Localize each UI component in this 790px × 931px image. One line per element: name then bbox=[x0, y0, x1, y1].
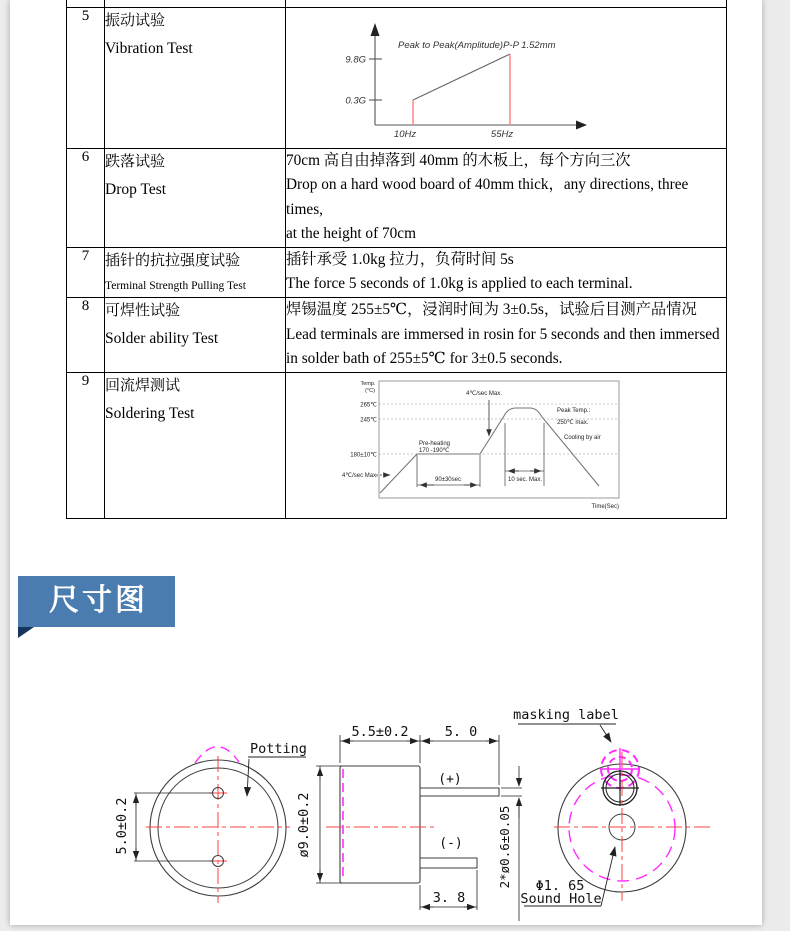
row9-number: 9 bbox=[67, 372, 105, 518]
bottom-view bbox=[114, 741, 307, 903]
row6-desc-en-line1: Drop on a hard wood board of 40mm thick，any directions, three times, bbox=[286, 176, 689, 218]
sound-hole-label-text: Sound Hole bbox=[520, 891, 602, 907]
row8-number: 8 bbox=[67, 298, 105, 373]
reflow-ramp-top-label: 4℃/sec Max. bbox=[466, 390, 502, 397]
reflow-tick-180: 180±10℃ bbox=[350, 452, 377, 459]
reflow-peak-label-2: 250℃ max. bbox=[557, 419, 589, 426]
row9-name-en: Soldering Test bbox=[105, 404, 195, 422]
reflow-tick-245: 245℃ bbox=[360, 417, 377, 424]
ribbon-fold-triangle bbox=[18, 627, 34, 638]
document-page bbox=[10, 0, 762, 925]
reflow-profile-chart bbox=[342, 378, 624, 514]
section-title: 尺寸图 bbox=[49, 584, 148, 617]
row8-name-zh: 可焊性试验 bbox=[105, 303, 181, 320]
row9-name-zh: 回流焊测试 bbox=[105, 377, 181, 394]
table-row-solderability bbox=[67, 298, 727, 373]
potting-arc bbox=[195, 747, 239, 763]
x-tick-low: 10Hz bbox=[393, 128, 417, 140]
reflow-ramp-bottom-label: 4℃/sec Max. bbox=[342, 472, 378, 479]
reflow-preheat-label-1: Pre-heating bbox=[419, 440, 451, 447]
dim-body-length: 5.5±0.2 bbox=[351, 724, 409, 740]
plus-label: (+) bbox=[438, 772, 462, 787]
row8-desc-zh: 焊锡温度 255±5℃，浸润时间为 3±0.5s，试验后目测产品情况 bbox=[286, 301, 697, 319]
sound-hole-dia-text: Φ1. 65 bbox=[535, 878, 585, 894]
vibration-chart-title: Peak to Peak(Amplitude)P-P 1.52mm bbox=[398, 39, 556, 51]
reflow-x-axis-label: Time(Sec) bbox=[591, 503, 619, 510]
x-axis-arrow bbox=[576, 120, 587, 129]
test-spec-table bbox=[66, 0, 727, 519]
row8-name-en: Solder ability Test bbox=[105, 330, 219, 348]
row5-name-en: Vibration Test bbox=[105, 39, 193, 57]
reflow-preheat-label-2: 170 -190℃ bbox=[419, 447, 450, 454]
row6-name-en: Drop Test bbox=[105, 180, 167, 198]
y-tick-low: 0.3G bbox=[345, 95, 366, 106]
section-ribbon-dimensions bbox=[18, 576, 175, 627]
dim-pin-length: 5. 0 bbox=[444, 724, 478, 740]
y-tick-high: 9.8G bbox=[345, 54, 366, 65]
reflow-peak-label-1: Peak Temp.: bbox=[557, 407, 591, 414]
table-row-vibration bbox=[67, 7, 727, 148]
row6-number: 6 bbox=[67, 148, 105, 247]
row7-number: 7 bbox=[67, 247, 105, 297]
reflow-y-title-1: Temp. bbox=[360, 380, 376, 387]
reflow-peak-time: 10 sec. Max. bbox=[507, 476, 543, 483]
positive-pin bbox=[420, 788, 499, 796]
front-view bbox=[513, 707, 710, 907]
row7-name-zh: 插针的抗拉强度试验 bbox=[105, 252, 241, 269]
table-row-terminal-strength bbox=[67, 247, 727, 297]
row5-name-zh: 振动试验 bbox=[105, 12, 166, 29]
table-row-partial bbox=[67, 0, 727, 7]
row7-desc-en: The force 5 seconds of 1.0kg is applied to each terminal. bbox=[286, 275, 633, 293]
x-tick-high: 55Hz bbox=[490, 128, 514, 140]
row8-desc-en-line2: in solder bath of 255±5℃ for 3±0.5 seconds. bbox=[286, 350, 563, 368]
reflow-y-title-2: (°C) bbox=[365, 387, 375, 394]
dim-pin-pitch: 5.0±0.2 bbox=[114, 797, 130, 855]
row5-number: 5 bbox=[67, 7, 105, 148]
reflow-tick-265: 265℃ bbox=[360, 402, 377, 409]
table-row-drop bbox=[67, 148, 727, 247]
frequency-guides bbox=[413, 54, 510, 125]
transducer-circle bbox=[601, 770, 639, 806]
dim-neg-pin-length: 3. 8 bbox=[432, 890, 466, 906]
row6-name-zh: 跌落试验 bbox=[105, 153, 166, 170]
dim-pin-dia: 2*ø0.6±0.05 bbox=[497, 805, 512, 889]
row6-desc-en-line2: at the height of 70cm bbox=[286, 225, 416, 243]
dim-diameter: ø9.0±0.2 bbox=[296, 792, 312, 858]
dimension-drawing bbox=[60, 695, 740, 925]
table-row-soldering bbox=[67, 372, 727, 518]
row7-desc-zh: 插针承受 1.0kg 拉力，负荷时间 5s bbox=[286, 250, 514, 268]
side-view bbox=[296, 724, 522, 921]
reflow-cooling-label: Cooling by air bbox=[564, 434, 601, 441]
row8-desc-en-line1: Lead terminals are immersed in rosin for 5 seconds and then immersed bbox=[286, 325, 720, 343]
potting-label: Potting bbox=[250, 741, 307, 757]
y-axis-arrow bbox=[371, 23, 380, 36]
row7-name-en: Terminal Strength Pulling Test bbox=[105, 279, 246, 292]
masking-label-text: masking label bbox=[513, 707, 619, 723]
row6-desc-zh: 70cm 高自由掉落到 40mm 的木板上，每个方向三次 bbox=[286, 151, 631, 169]
negative-pin bbox=[420, 858, 477, 868]
minus-label: (-) bbox=[439, 836, 463, 851]
vibration-test-chart bbox=[330, 19, 600, 144]
reflow-preheat-time: 90±30sec bbox=[435, 476, 461, 483]
